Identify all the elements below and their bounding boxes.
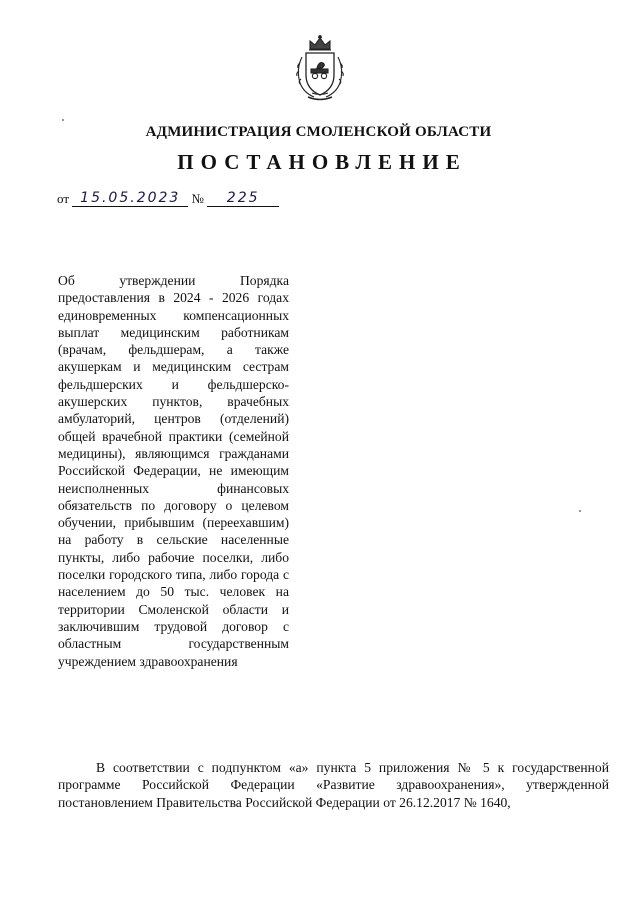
document-type-heading: ПОСТАНОВЛЕНИЕ xyxy=(177,150,467,174)
date-value: 15.05.2023 xyxy=(72,190,188,207)
coat-of-arms-emblem xyxy=(292,35,348,103)
date-number-line xyxy=(57,190,279,212)
number-value: 225 xyxy=(207,190,279,207)
scan-speck xyxy=(62,119,64,121)
document-subject: Об утверждении Порядка предоставления в 2024 - 2026 годах единовременных компенсационных выплат медицинским работникам (врачам, фельдшерам, а также акушеркам и медицинским сестрам фельдшерских и фельдшерско-акушерских пунктов, врачебных амбулаторий, центров (отделений) общей врачебной практики (семейной медицины), являющимся гражданами Российской Федерации, не имеющим неисполненных финансовых обязательств по договору о целевом обучении, прибывшим (переехавшим) на работу в сельские населенные пункты, либо рабочие поселки, либо поселки городского типа, либо города с населением до 50 тыс. человек на территории Смоленской области и заключившим трудовой договор с областным государственным учреждением здравоохранения xyxy=(58,273,289,669)
organization-title: АДМИНИСТРАЦИЯ СМОЛЕНСКОЙ ОБЛАСТИ xyxy=(145,124,492,140)
preamble-paragraph: В соответствии с подпунктом «а» пункта 5 приложения № 5 к государственной программе Российской Федерации «Развитие здравоохранения», утвержденной постановлением Правительства Российской Федерации от 26.12.2017 № 1640, xyxy=(58,760,609,810)
number-label: № xyxy=(191,191,204,206)
date-label: от xyxy=(57,191,70,206)
scan-speck xyxy=(579,510,581,512)
